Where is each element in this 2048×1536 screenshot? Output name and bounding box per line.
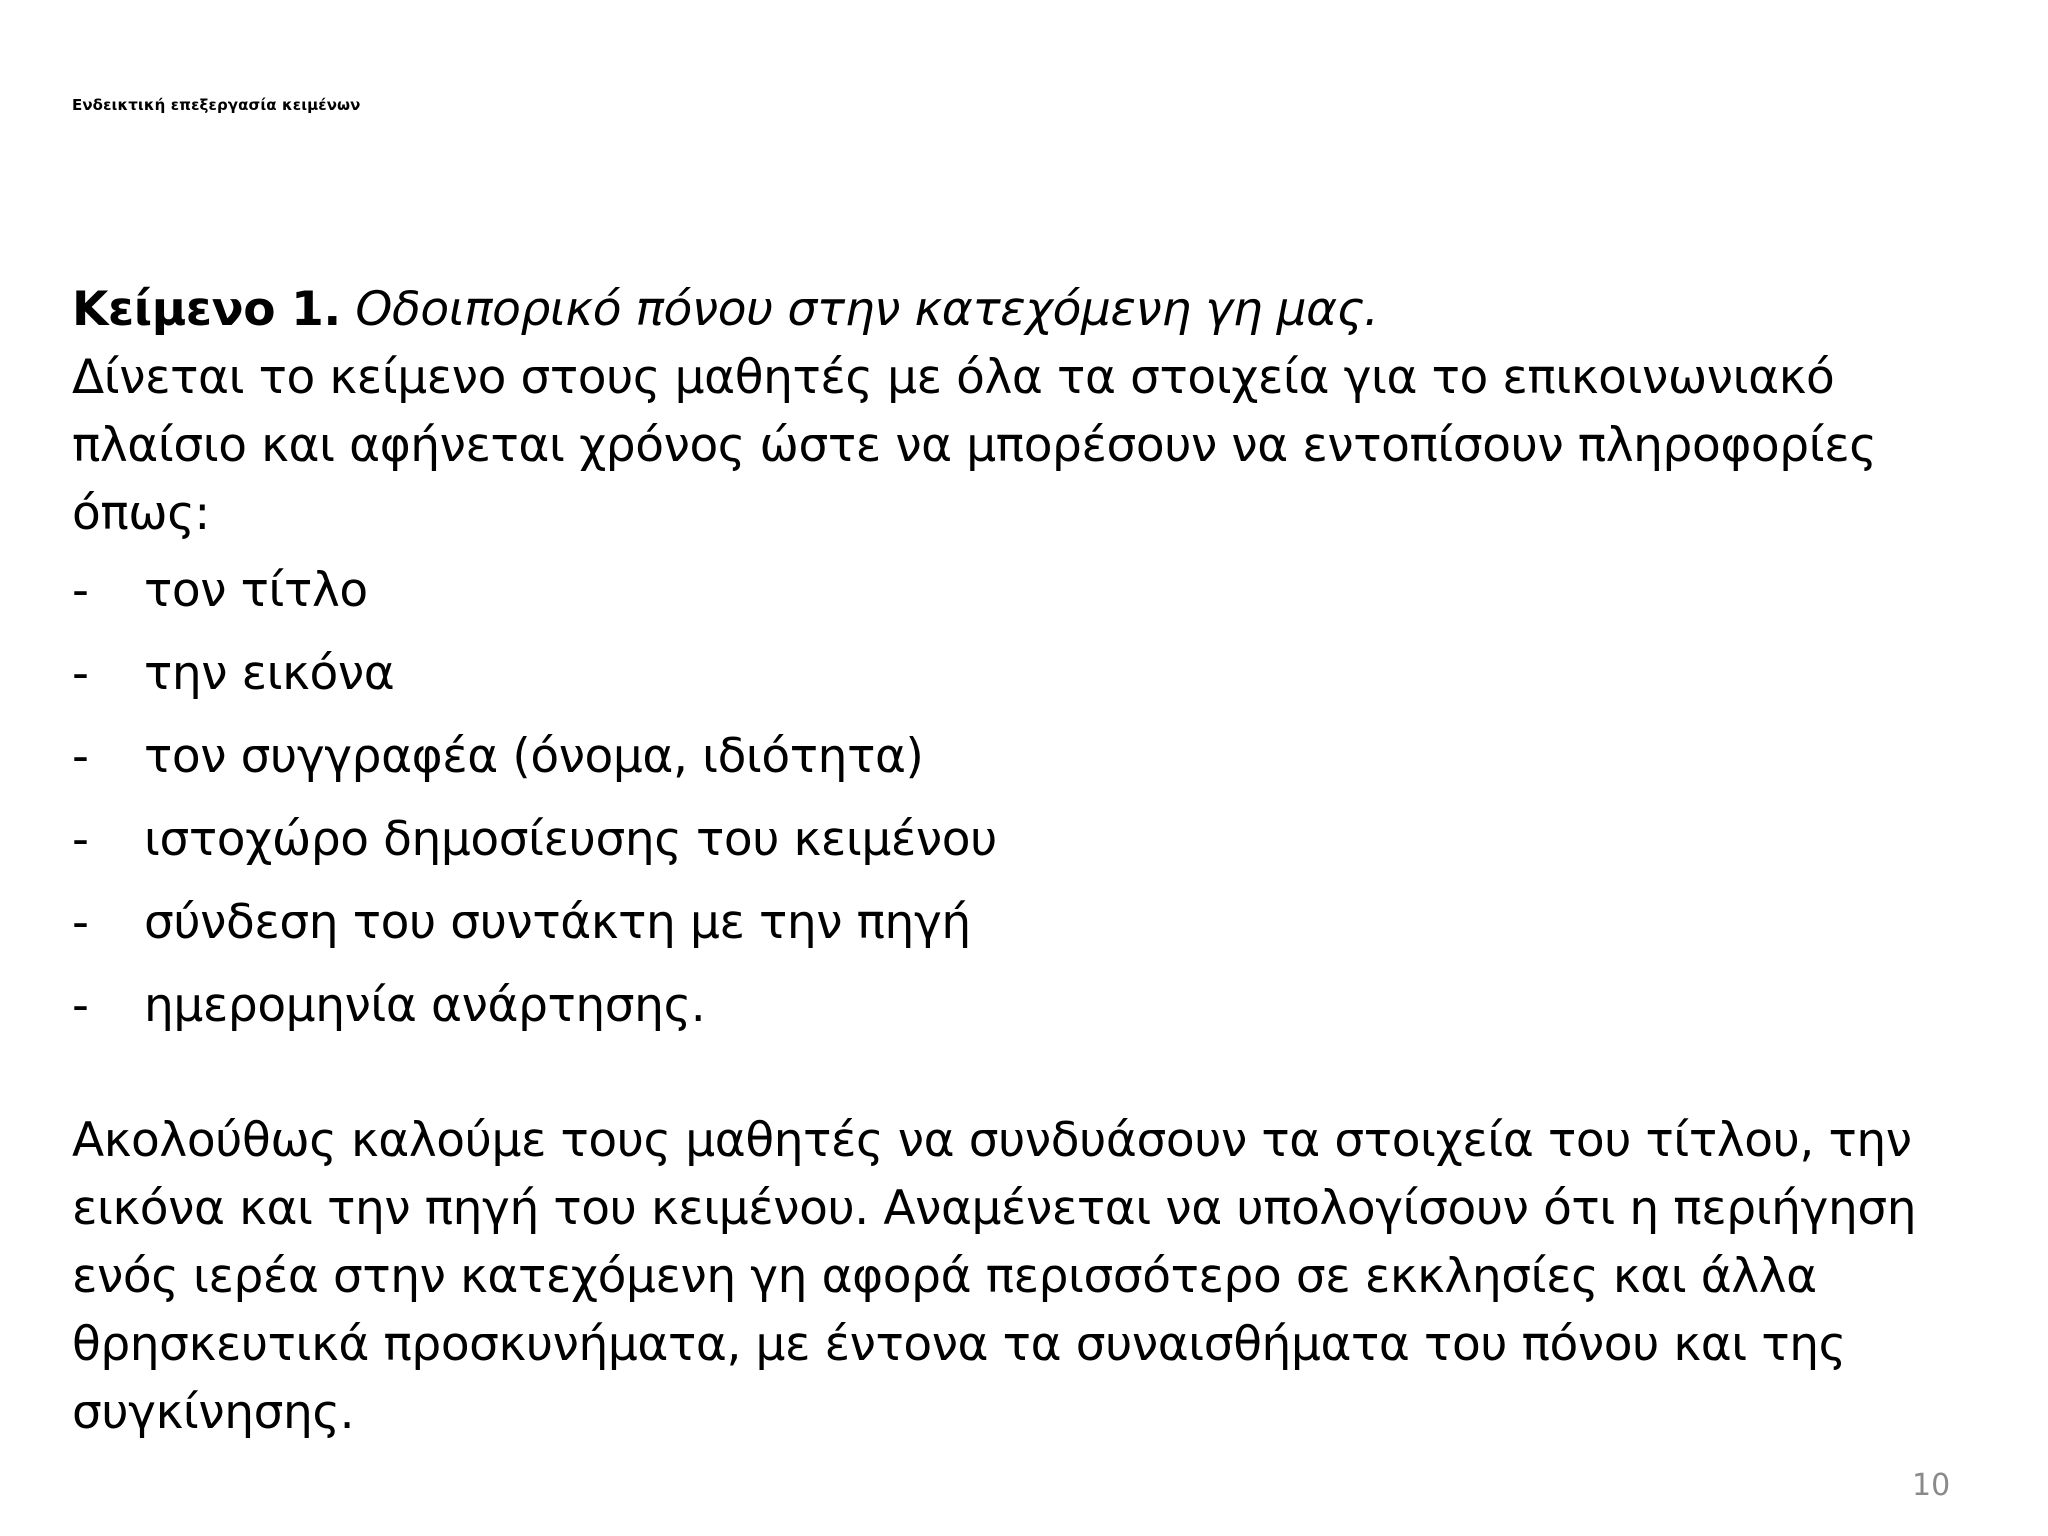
list-item-text: την εικόνα bbox=[144, 645, 395, 701]
slide-content bbox=[72, 276, 1992, 1447]
list-item-text: τον τίτλο bbox=[144, 562, 368, 618]
text-heading bbox=[72, 276, 1992, 344]
text-label: Κείμενο 1. bbox=[72, 282, 341, 337]
list-item bbox=[72, 806, 1992, 889]
closing-paragraph: Ακολούθως καλούμε τους μαθητές να συνδυάσουν τα στοιχεία του τίτλου, την εικόνα και την πηγή του κειμένου. Αναμένεται να υπολογίσουν ότι η περιήγηση ενός ιερέα στην κατεχόμενη γη αφορά περισσότερο σε εκκλησίες και άλλα θρησκευτικά προσκυνήματα, με έντονα τα συναισθήματα του πόνου και της συγκίνησης. bbox=[72, 1112, 1917, 1441]
list-item-text: τον συγγραφέα (όνομα, ιδιότητα) bbox=[144, 728, 924, 784]
bullet-marker: - bbox=[72, 645, 89, 701]
list-item bbox=[72, 889, 1992, 972]
bullet-marker: - bbox=[72, 894, 89, 950]
list-item-text: σύνδεση του συντάκτη με την πηγή bbox=[144, 894, 971, 950]
list-item-text: ιστοχώρο δημοσίευσης του κειμένου bbox=[144, 811, 997, 867]
list-item-text: ημερομηνία ανάρτησης. bbox=[144, 977, 706, 1033]
info-list bbox=[72, 557, 1992, 1055]
page-number: 10 bbox=[1912, 1468, 1951, 1503]
list-item bbox=[72, 640, 1992, 723]
bullet-marker: - bbox=[72, 562, 89, 618]
bullet-marker: - bbox=[72, 977, 89, 1033]
bullet-marker: - bbox=[72, 728, 89, 784]
intro-paragraph: Δίνεται το κείμενο στους μαθητές με όλα τα στοιχεία για το επικοινωνιακό πλαίσιο και αφήνεται χρόνος ώστε να μπορέσουν να εντοπίσουν πληροφορίες όπως: bbox=[72, 350, 1877, 542]
list-item bbox=[72, 723, 1992, 806]
list-item bbox=[72, 557, 1992, 640]
list-item bbox=[72, 972, 1992, 1055]
slide-header: Ενδεικτική επεξεργασία κειμένων bbox=[72, 96, 361, 114]
text-title: Οδοιπορικό πόνου στην κατεχόμενη γη μας. bbox=[340, 282, 1379, 337]
bullet-marker: - bbox=[72, 811, 89, 867]
